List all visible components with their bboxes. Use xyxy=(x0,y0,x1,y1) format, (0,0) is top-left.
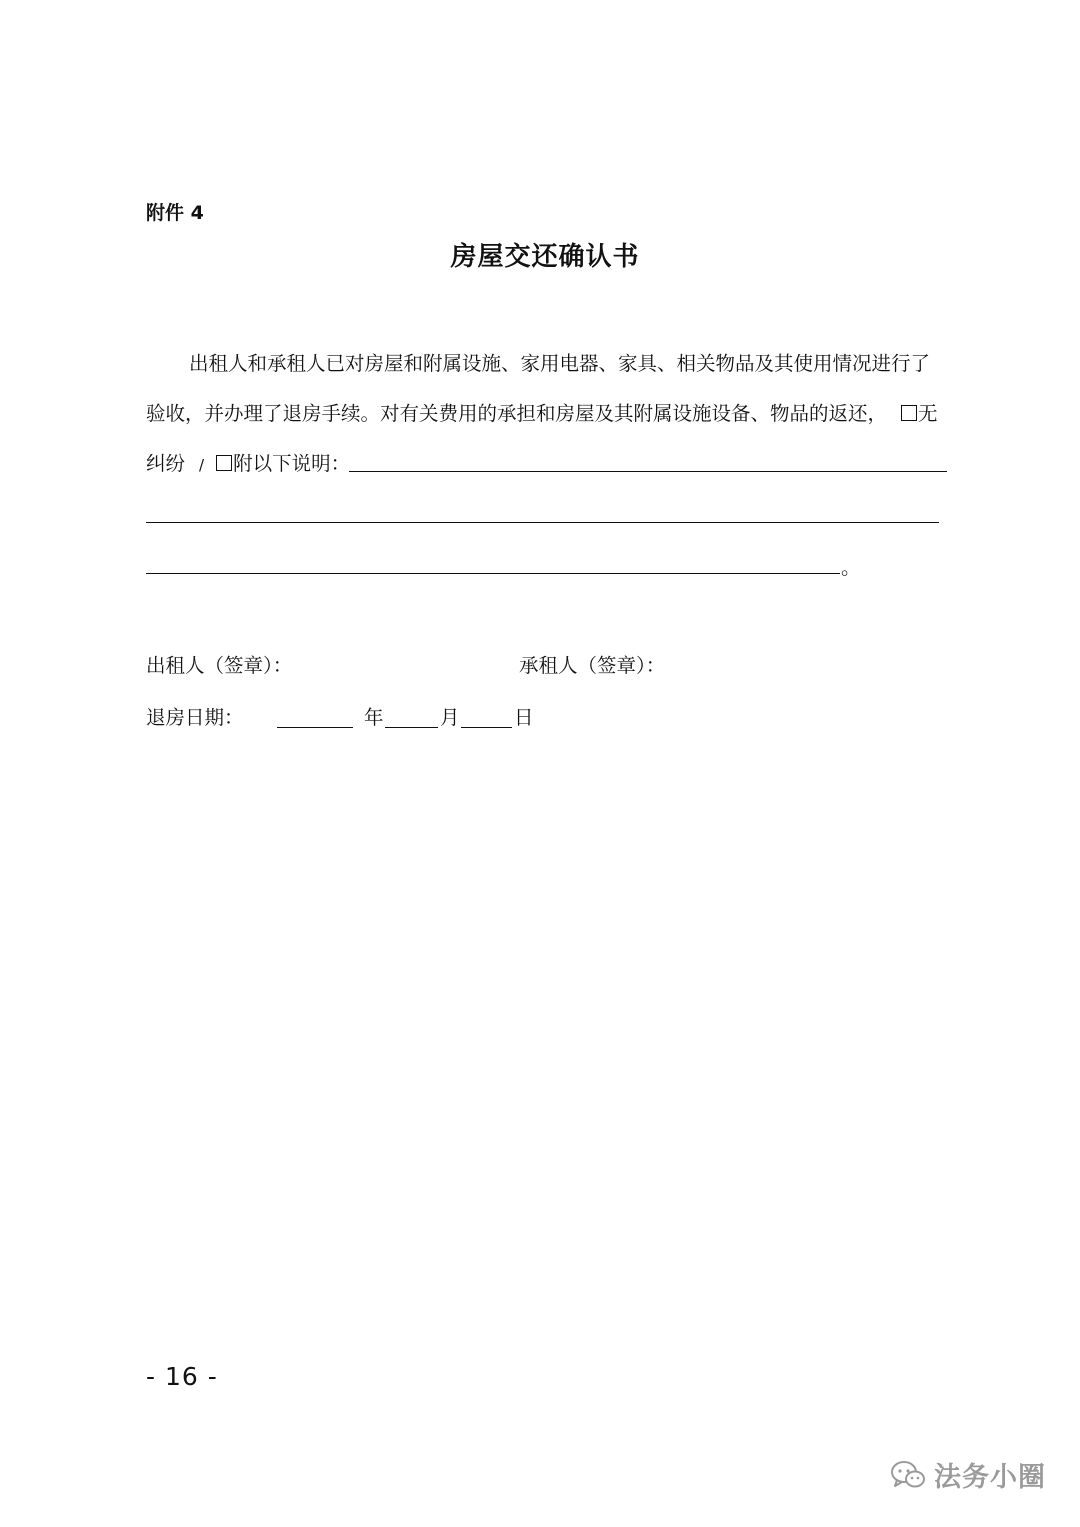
year-label: 年 xyxy=(364,706,384,729)
explanation-checkbox[interactable] xyxy=(216,455,232,471)
checkout-date-label: 退房日期： xyxy=(146,706,244,729)
paragraph-end-mark: 。 xyxy=(841,556,861,579)
lessee-signature-label: 承租人（签章）： xyxy=(519,654,666,677)
page-number: - 16 - xyxy=(146,1362,218,1391)
dispute-label: 纠纷 xyxy=(146,452,186,475)
option-separator: / xyxy=(199,456,205,474)
explanation-blank-line-1[interactable] xyxy=(349,471,947,472)
wechat-icon xyxy=(890,1459,926,1491)
paragraph-line-2 xyxy=(146,402,938,426)
no-dispute-option-label: 无 xyxy=(918,402,938,425)
month-blank[interactable] xyxy=(385,727,438,728)
year-blank[interactable] xyxy=(277,727,353,728)
attachment-label: 附件 4 xyxy=(146,202,204,224)
explanation-option-label: 附以下说明： xyxy=(233,452,351,475)
document-title: 房屋交还确认书 xyxy=(450,242,640,272)
paragraph-line-1: 出租人和承租人已对房屋和附属设施、家用电器、家具、相关物品及其使用情况进行了 xyxy=(189,352,931,375)
lessor-signature-label: 出租人（签章）： xyxy=(146,654,293,677)
watermark xyxy=(890,1455,1046,1494)
paragraph-line-3 xyxy=(146,452,350,477)
explanation-blank-line-3[interactable] xyxy=(146,573,840,574)
explanation-blank-line-2[interactable] xyxy=(146,522,939,523)
day-blank[interactable] xyxy=(461,727,512,728)
day-label: 日 xyxy=(514,706,534,729)
no-dispute-checkbox[interactable] xyxy=(901,405,917,421)
month-label: 月 xyxy=(440,706,460,729)
watermark-text: 法务小圈 xyxy=(934,1462,1046,1493)
paragraph-line-2-text: 验收，并办理了退房手续。对有关费用的承担和房屋及其附属设施设备、物品的返还， xyxy=(146,402,888,425)
